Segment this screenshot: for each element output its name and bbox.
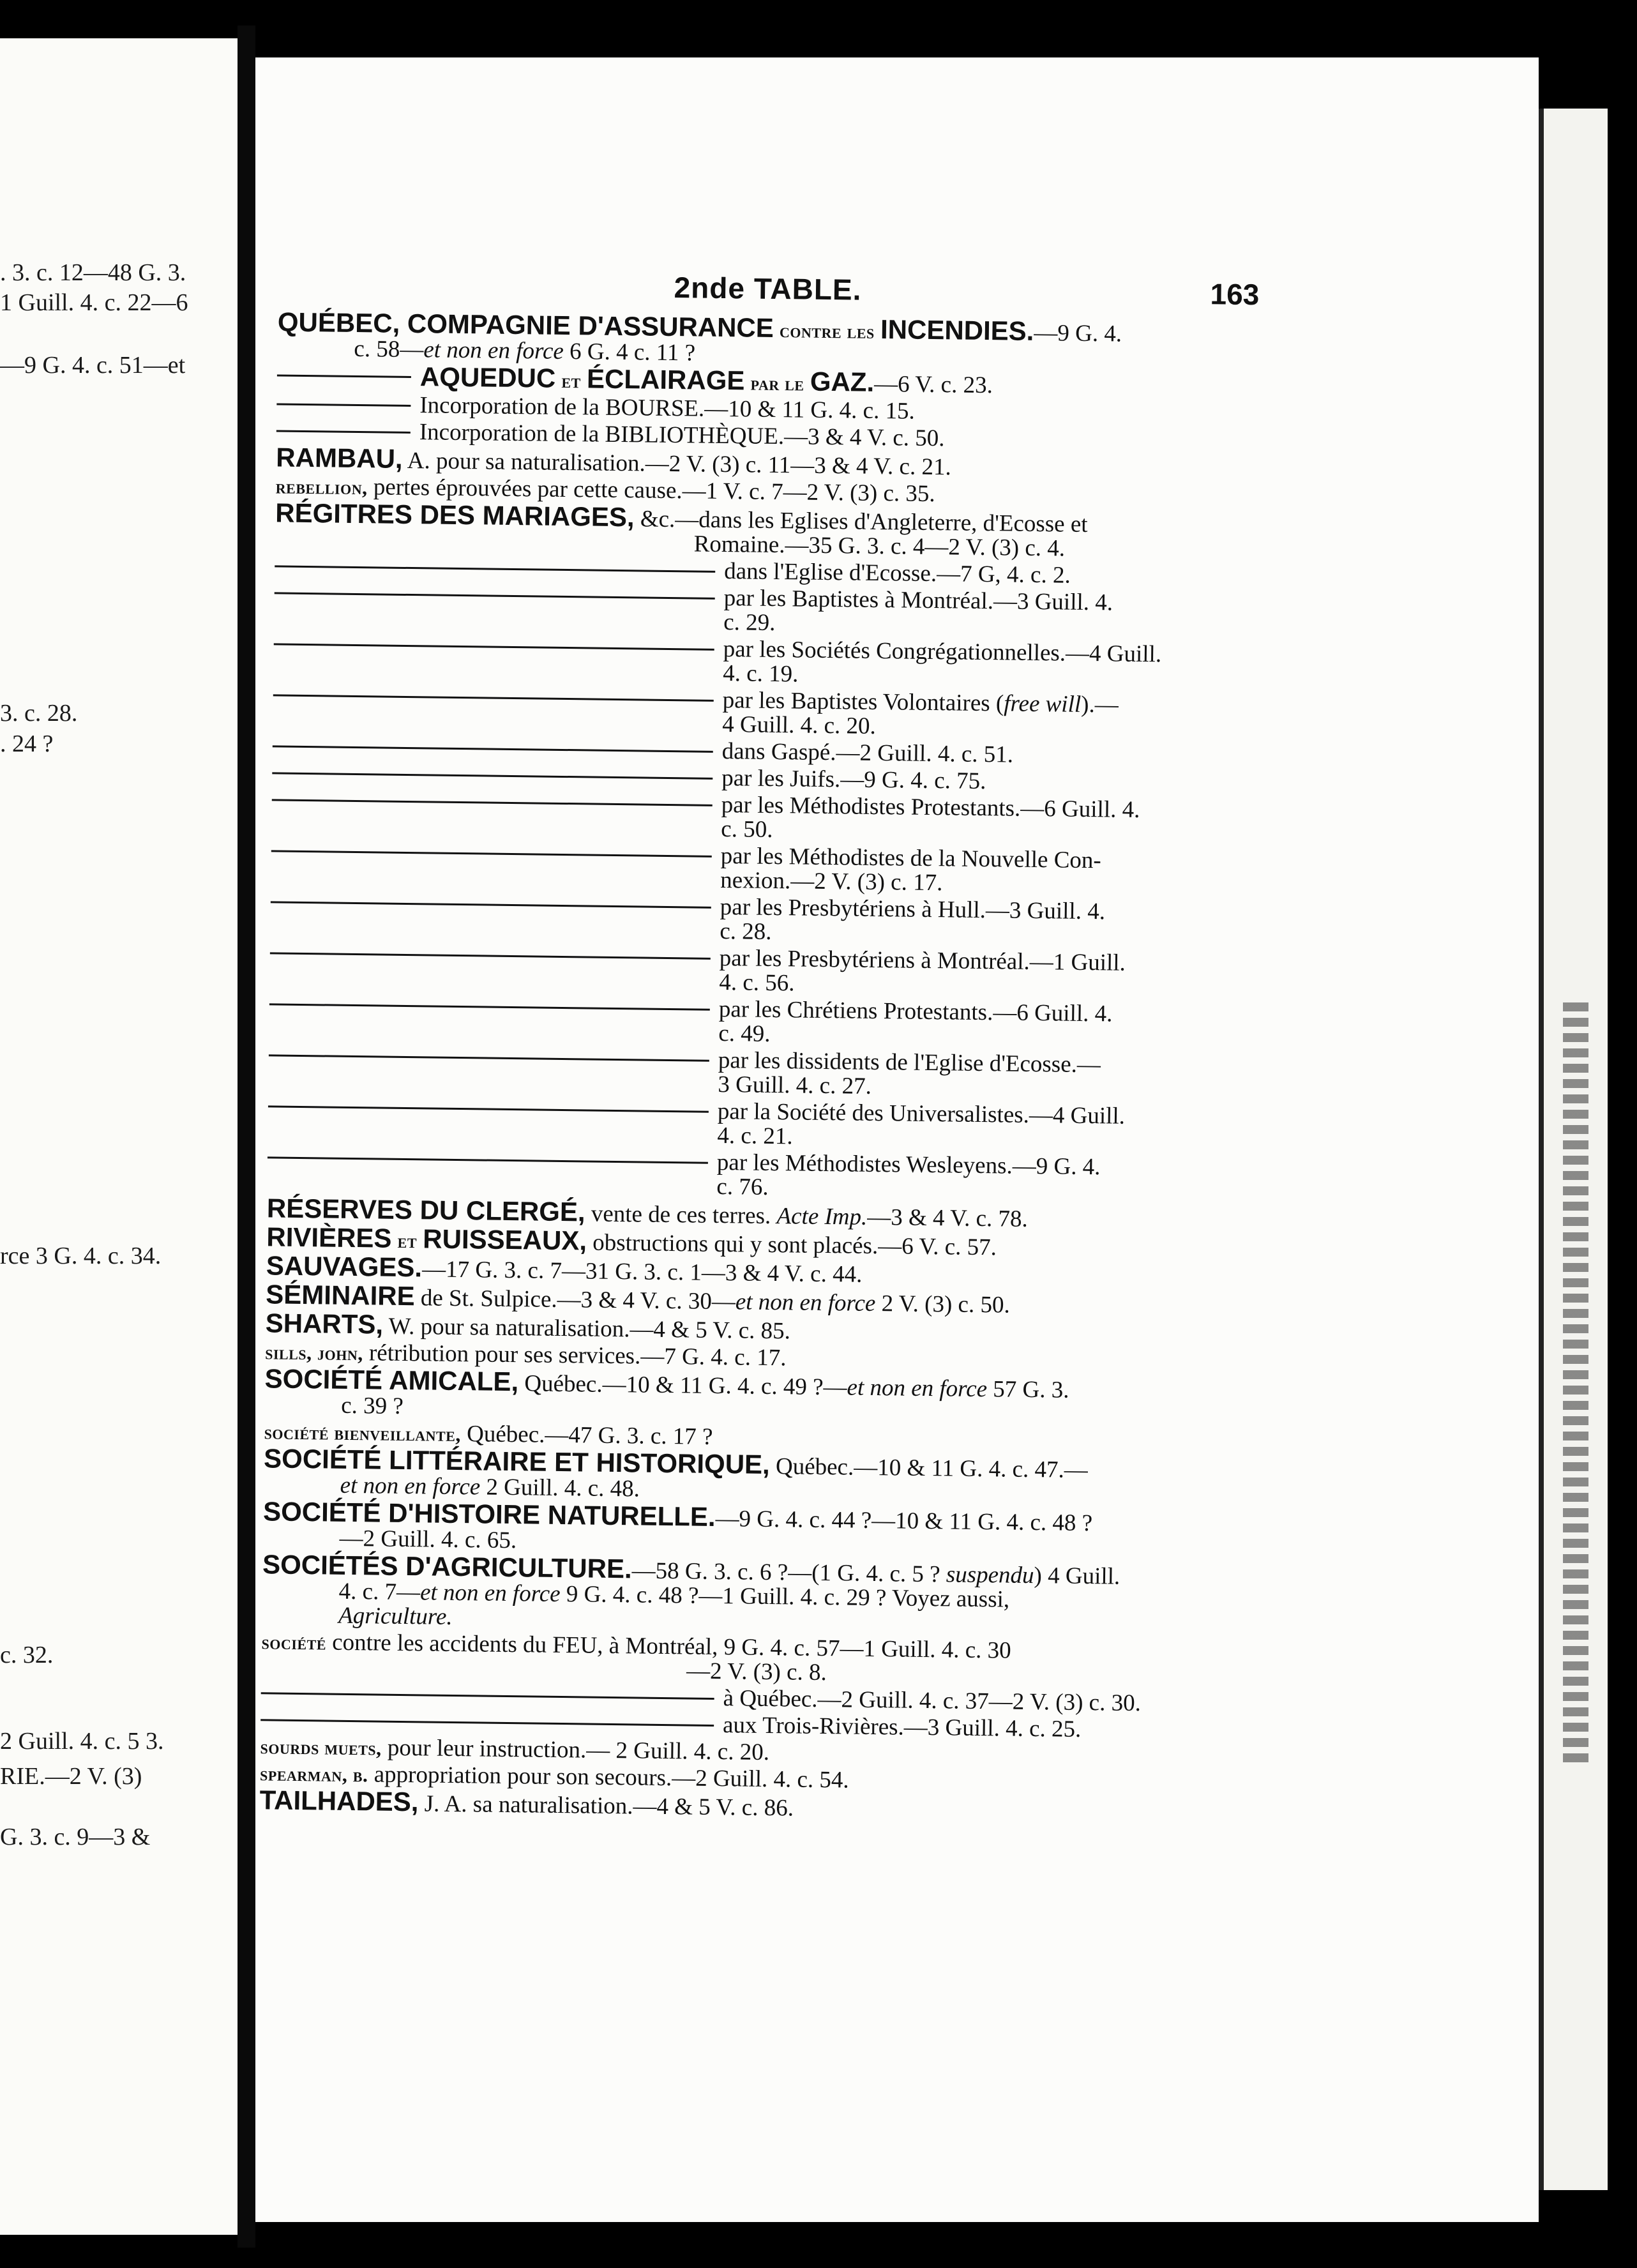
ditto-rule bbox=[261, 1692, 714, 1700]
entry-text: c. 39 ? bbox=[340, 1392, 404, 1419]
index-entry bbox=[262, 1549, 1258, 1639]
entry-text: c. 29. bbox=[723, 609, 776, 637]
small-caps-term: et bbox=[397, 1228, 418, 1253]
ditto-rule bbox=[275, 592, 715, 599]
entry-text: 57 G. 3. bbox=[986, 1376, 1069, 1403]
entry-text: 4. c. 19. bbox=[723, 660, 799, 688]
entry-text: par les Baptistes Volontaires ( bbox=[722, 687, 1004, 717]
previous-page-sliver bbox=[0, 38, 238, 2235]
ditto-rule bbox=[269, 1054, 709, 1061]
entry-body bbox=[722, 688, 1269, 743]
entry-body bbox=[718, 997, 1265, 1052]
entry-text: à Québec.—2 Guill. 4. c. 37—2 V. (3) c. 30. bbox=[723, 1685, 1142, 1717]
italic-text: et non en force bbox=[847, 1374, 988, 1403]
italic-text: et non en force bbox=[419, 1579, 561, 1608]
left-page-fragment: . 24 ? bbox=[0, 730, 54, 757]
entry-body bbox=[275, 497, 1272, 563]
entry-text: c. 49. bbox=[718, 1020, 771, 1047]
ditto-rule bbox=[272, 799, 713, 806]
ditto-rule bbox=[260, 1719, 714, 1727]
sub-entry bbox=[271, 787, 1268, 848]
sub-entry bbox=[273, 631, 1270, 692]
sub-entry bbox=[271, 838, 1267, 899]
entry-text: 9 G. 4. c. 48 ?—1 Guill. 4. c. 29 ? Voyez aussi, bbox=[560, 1581, 1010, 1613]
entry-heading: RIVIÈRES bbox=[266, 1221, 392, 1253]
italic-text: suspendu bbox=[946, 1561, 1034, 1589]
entry-body bbox=[261, 1629, 1258, 1690]
ditto-rule bbox=[276, 430, 411, 434]
page bbox=[255, 57, 1539, 2222]
entry-text: 4. c. 56. bbox=[719, 969, 795, 997]
entry-text: Québec.—47 G. 3. c. 17 ? bbox=[460, 1421, 713, 1450]
entry-text: appropriation pour son secours.—2 Guill. 4. c. 54. bbox=[368, 1761, 849, 1794]
entry-heading: RÉGITRES DES MARIAGES, bbox=[275, 497, 635, 533]
italic-text: et non en force bbox=[735, 1289, 876, 1317]
entry-text: A. pour sa naturalisation.—2 V. (3) c. 11—3 & 4 V. c. 21. bbox=[402, 447, 951, 481]
ditto-rule bbox=[275, 565, 715, 572]
entry-text: &c.—dans les Eglises d'Angleterre, d'Ecosse et bbox=[634, 506, 1088, 538]
entry-text: par les Sociétés Congrégationnelles.—4 Guill. bbox=[723, 636, 1162, 668]
entry-text: 6 G. 4 c. 11 ? bbox=[563, 338, 696, 367]
entry-text: rétribution pour ses services.—7 G. 4. c. 17. bbox=[363, 1340, 787, 1372]
index-entry bbox=[264, 1363, 1261, 1429]
entry-text: c. 58— bbox=[354, 335, 424, 363]
ditto-rule bbox=[268, 1156, 708, 1163]
entry-text: —58 G. 3. c. 6 ?—(1 G. 4. c. 5 ? bbox=[631, 1557, 947, 1588]
entry-text: c. 50. bbox=[721, 816, 773, 843]
entry-body bbox=[718, 1048, 1265, 1103]
ditto-rule bbox=[273, 694, 714, 701]
small-caps-term: société bienveillante, bbox=[264, 1420, 462, 1446]
italic-text: et non en force bbox=[340, 1472, 481, 1501]
entry-text: par les Méthodistes Wesleyens.—9 G. 4. bbox=[716, 1149, 1101, 1181]
entry-text: vente de ces terres. bbox=[585, 1200, 777, 1230]
entry-body bbox=[720, 844, 1267, 899]
small-caps-term: et bbox=[561, 368, 582, 393]
small-caps-term: rebellion, bbox=[275, 474, 368, 499]
entry-body bbox=[723, 1713, 1256, 1744]
entry-text: —9 G. 4. c. 44 ?—10 & 11 G. 4. c. 48 ? bbox=[715, 1505, 1093, 1537]
entry-heading: SOCIÉTÉS D'AGRICULTURE. bbox=[262, 1549, 632, 1584]
entry-body bbox=[264, 1363, 1261, 1429]
italic-text: Acte Imp. bbox=[776, 1203, 868, 1230]
entry-text: —3 & 4 V. c. 78. bbox=[867, 1204, 1029, 1232]
ditto-rule bbox=[272, 772, 713, 779]
ditto-rule bbox=[270, 952, 711, 959]
entry-heading: SOCIÉTÉ LITTÉRAIRE ET HISTORIQUE, bbox=[263, 1443, 771, 1480]
entry-heading: SOCIÉTÉ D'HISTOIRE NATURELLE. bbox=[262, 1496, 716, 1532]
entry-text: dans Gaspé.—2 Guill. 4. c. 51. bbox=[721, 738, 1014, 768]
entry-text: W. pour sa naturalisation.—4 & 5 V. c. 85. bbox=[382, 1313, 791, 1345]
entry-text: ) 4 Guill. bbox=[1034, 1562, 1120, 1590]
entry-heading: INCENDIES. bbox=[880, 314, 1034, 346]
small-caps-term: sourds muets, bbox=[260, 1735, 382, 1760]
italic-text: free will bbox=[1003, 690, 1082, 718]
entry-heading: SAUVAGES. bbox=[266, 1250, 423, 1283]
entry-heading: SÉMINAIRE bbox=[266, 1279, 415, 1312]
entry-text: —6 V. c. 23. bbox=[873, 370, 993, 399]
italic-text: Agriculture. bbox=[338, 1602, 453, 1630]
entry-text: 2 V. (3) c. 50. bbox=[875, 1290, 1010, 1319]
entry-body bbox=[716, 1151, 1264, 1206]
ditto-rule bbox=[276, 403, 411, 407]
sub-entry bbox=[268, 1043, 1265, 1103]
left-page-fragment: c. 32. bbox=[0, 1642, 54, 1668]
small-caps-term: spearman, b. bbox=[259, 1762, 368, 1787]
entry-text: 3 Guill. 4. c. 27. bbox=[718, 1071, 872, 1100]
index-entry bbox=[275, 497, 1272, 563]
entry-text: —2 Guill. 4. c. 65. bbox=[339, 1525, 517, 1554]
small-caps-term: par le bbox=[750, 371, 804, 395]
entry-heading: RÉSERVES DU CLERGÉ, bbox=[266, 1193, 585, 1227]
running-title: 2nde TABLE. bbox=[674, 271, 862, 306]
left-page-fragment: 3. c. 28. bbox=[0, 700, 78, 727]
entry-body bbox=[723, 586, 1271, 641]
ditto-rule bbox=[277, 374, 411, 378]
entry-text: —9 G. 4. bbox=[1034, 319, 1122, 347]
entry-text: Incorporation de la BIBLIOTHÈQUE.—3 & 4 V. c. 50. bbox=[419, 419, 945, 452]
entry-text: aux Trois-Rivières.—3 Guill. 4. c. 25. bbox=[722, 1712, 1082, 1743]
entry-text: par les Méthodistes Protestants.—6 Guill. 4. bbox=[721, 792, 1140, 824]
page-content bbox=[229, 57, 1539, 2237]
entry-text: nexion.—2 V. (3) c. 17. bbox=[720, 866, 943, 896]
entry-text: contre les accidents du FEU, à Montréal, 9 G. 4. c. 57—1 Guill. 4. c. 30 bbox=[326, 1629, 1011, 1664]
entry-text: par les Juifs.—9 G. 4. c. 75. bbox=[721, 765, 986, 795]
entry-body bbox=[719, 946, 1266, 1001]
entry-body bbox=[723, 637, 1270, 692]
page-edge bbox=[1539, 109, 1608, 2190]
entry-text: par les Presbytériens à Hull.—3 Guill. 4. bbox=[720, 893, 1106, 925]
entry-text: par les dissidents de l'Eglise d'Ecosse.— bbox=[718, 1047, 1101, 1078]
entry-heading: SHARTS, bbox=[265, 1308, 384, 1340]
spine-stripes bbox=[1563, 1002, 1588, 1769]
italic-text: et non en force bbox=[423, 336, 564, 365]
entry-heading: RAMBAU, bbox=[276, 442, 403, 474]
entry-heading: TAILHADES, bbox=[259, 1785, 419, 1817]
ditto-rule bbox=[268, 1105, 709, 1112]
ditto-rule bbox=[273, 745, 713, 752]
entry-text: 4. c. 21. bbox=[717, 1122, 793, 1150]
entry-text: Québec.—10 & 11 G. 4. c. 47.— bbox=[769, 1453, 1089, 1484]
small-caps-term: contre les bbox=[779, 319, 875, 343]
sub-entry bbox=[274, 580, 1271, 641]
left-page-fragment: rce 3 G. 4. c. 34. bbox=[0, 1243, 162, 1269]
ditto-rule bbox=[271, 901, 711, 908]
entry-text: 4 Guill. 4. c. 20. bbox=[722, 711, 877, 739]
index-entry bbox=[261, 1629, 1258, 1690]
entry-text: Incorporation de la BOURSE.—10 & 11 G. 4. c. 15. bbox=[419, 392, 916, 425]
entry-heading: AQUEDUC bbox=[419, 361, 556, 393]
ditto-rule bbox=[269, 1003, 710, 1010]
entry-text: c. 76. bbox=[716, 1173, 769, 1200]
entry-heading: RUISSEAUX, bbox=[423, 1223, 587, 1256]
sub-entry bbox=[268, 1094, 1264, 1154]
entry-text: par les Chrétiens Protestants.—6 Guill. 4. bbox=[718, 995, 1113, 1027]
ditto-rule bbox=[271, 850, 712, 857]
entry-text: dans l'Eglise d'Ecosse.—7 G, 4. c. 2. bbox=[723, 558, 1071, 589]
entry-text: —2 V. (3) c. 8. bbox=[686, 1658, 827, 1686]
entry-text: par les Presbytériens à Montréal.—1 Guill. bbox=[719, 944, 1126, 976]
left-page-fragment: —9 G. 4. c. 51—et bbox=[0, 352, 186, 379]
left-page-fragment: RIE.—2 V. (3) bbox=[0, 1763, 142, 1790]
entry-text: —17 G. 3. c. 7—31 G. 3. c. 1—3 & 4 V. c. 44. bbox=[421, 1256, 863, 1288]
entry-heading: QUÉBEC, COMPAGNIE D'ASSURANCE bbox=[277, 306, 774, 343]
page-number: 163 bbox=[1210, 277, 1260, 312]
index-entries bbox=[259, 306, 1274, 1829]
entry-heading: GAZ. bbox=[810, 366, 875, 397]
entry-text: Romaine.—35 G. 3. c. 4—2 V. (3) c. 4. bbox=[693, 531, 1066, 562]
continuation-line bbox=[716, 1175, 1263, 1206]
ditto-rule bbox=[274, 643, 714, 650]
entry-text: par la Société des Universalistes.—4 Guill. bbox=[717, 1098, 1126, 1130]
entry-body bbox=[717, 1100, 1264, 1154]
entry-text: pertes éprouvées par cette cause.—1 V. c. 7—2 V. (3) c. 35. bbox=[367, 474, 935, 508]
entry-text: 4. c. 7— bbox=[338, 1578, 421, 1606]
entry-text: par les Méthodistes de la Nouvelle Con- bbox=[720, 842, 1101, 874]
entry-heading: SOCIÉTÉ AMICALE, bbox=[264, 1363, 519, 1397]
entry-body bbox=[262, 1549, 1258, 1639]
sub-entry bbox=[273, 683, 1269, 743]
entry-body bbox=[720, 895, 1267, 950]
entry-text: J. A. sa naturalisation.—4 & 5 V. c. 86. bbox=[418, 1790, 794, 1822]
entry-text: 2 Guill. 4. c. 48. bbox=[479, 1474, 640, 1502]
left-page-fragment: G. 3. c. 9—3 & bbox=[0, 1824, 151, 1850]
entry-text: obstructions qui y sont placés.—6 V. c. 57. bbox=[586, 1229, 997, 1261]
sub-entry bbox=[269, 941, 1266, 1001]
left-page-fragment: 1 Guill. 4. c. 22—6 bbox=[0, 289, 188, 316]
entry-heading: ÉCLAIRAGE bbox=[586, 363, 745, 396]
entry-text: Québec.—10 & 11 G. 4. c. 49 ?— bbox=[518, 1370, 847, 1401]
entry-text: pour leur instruction.— 2 Guill. 4. c. 20. bbox=[381, 1734, 770, 1766]
left-page-fragment: 2 Guill. 4. c. 5 3. bbox=[0, 1728, 164, 1755]
entry-text: c. 28. bbox=[720, 918, 772, 945]
small-caps-term: société bbox=[261, 1630, 327, 1654]
entry-text: de St. Sulpice.—3 & 4 V. c. 30— bbox=[414, 1285, 736, 1315]
sub-entry bbox=[270, 889, 1267, 950]
sub-entry bbox=[269, 992, 1265, 1052]
left-page-fragment: . 3. c. 12—48 G. 3. bbox=[0, 259, 186, 286]
entry-text: ).— bbox=[1080, 691, 1119, 718]
entry-body bbox=[721, 793, 1268, 848]
small-caps-term: sills, john, bbox=[265, 1340, 363, 1365]
entry-text: par les Baptistes à Montréal.—3 Guill. 4. bbox=[723, 585, 1113, 616]
